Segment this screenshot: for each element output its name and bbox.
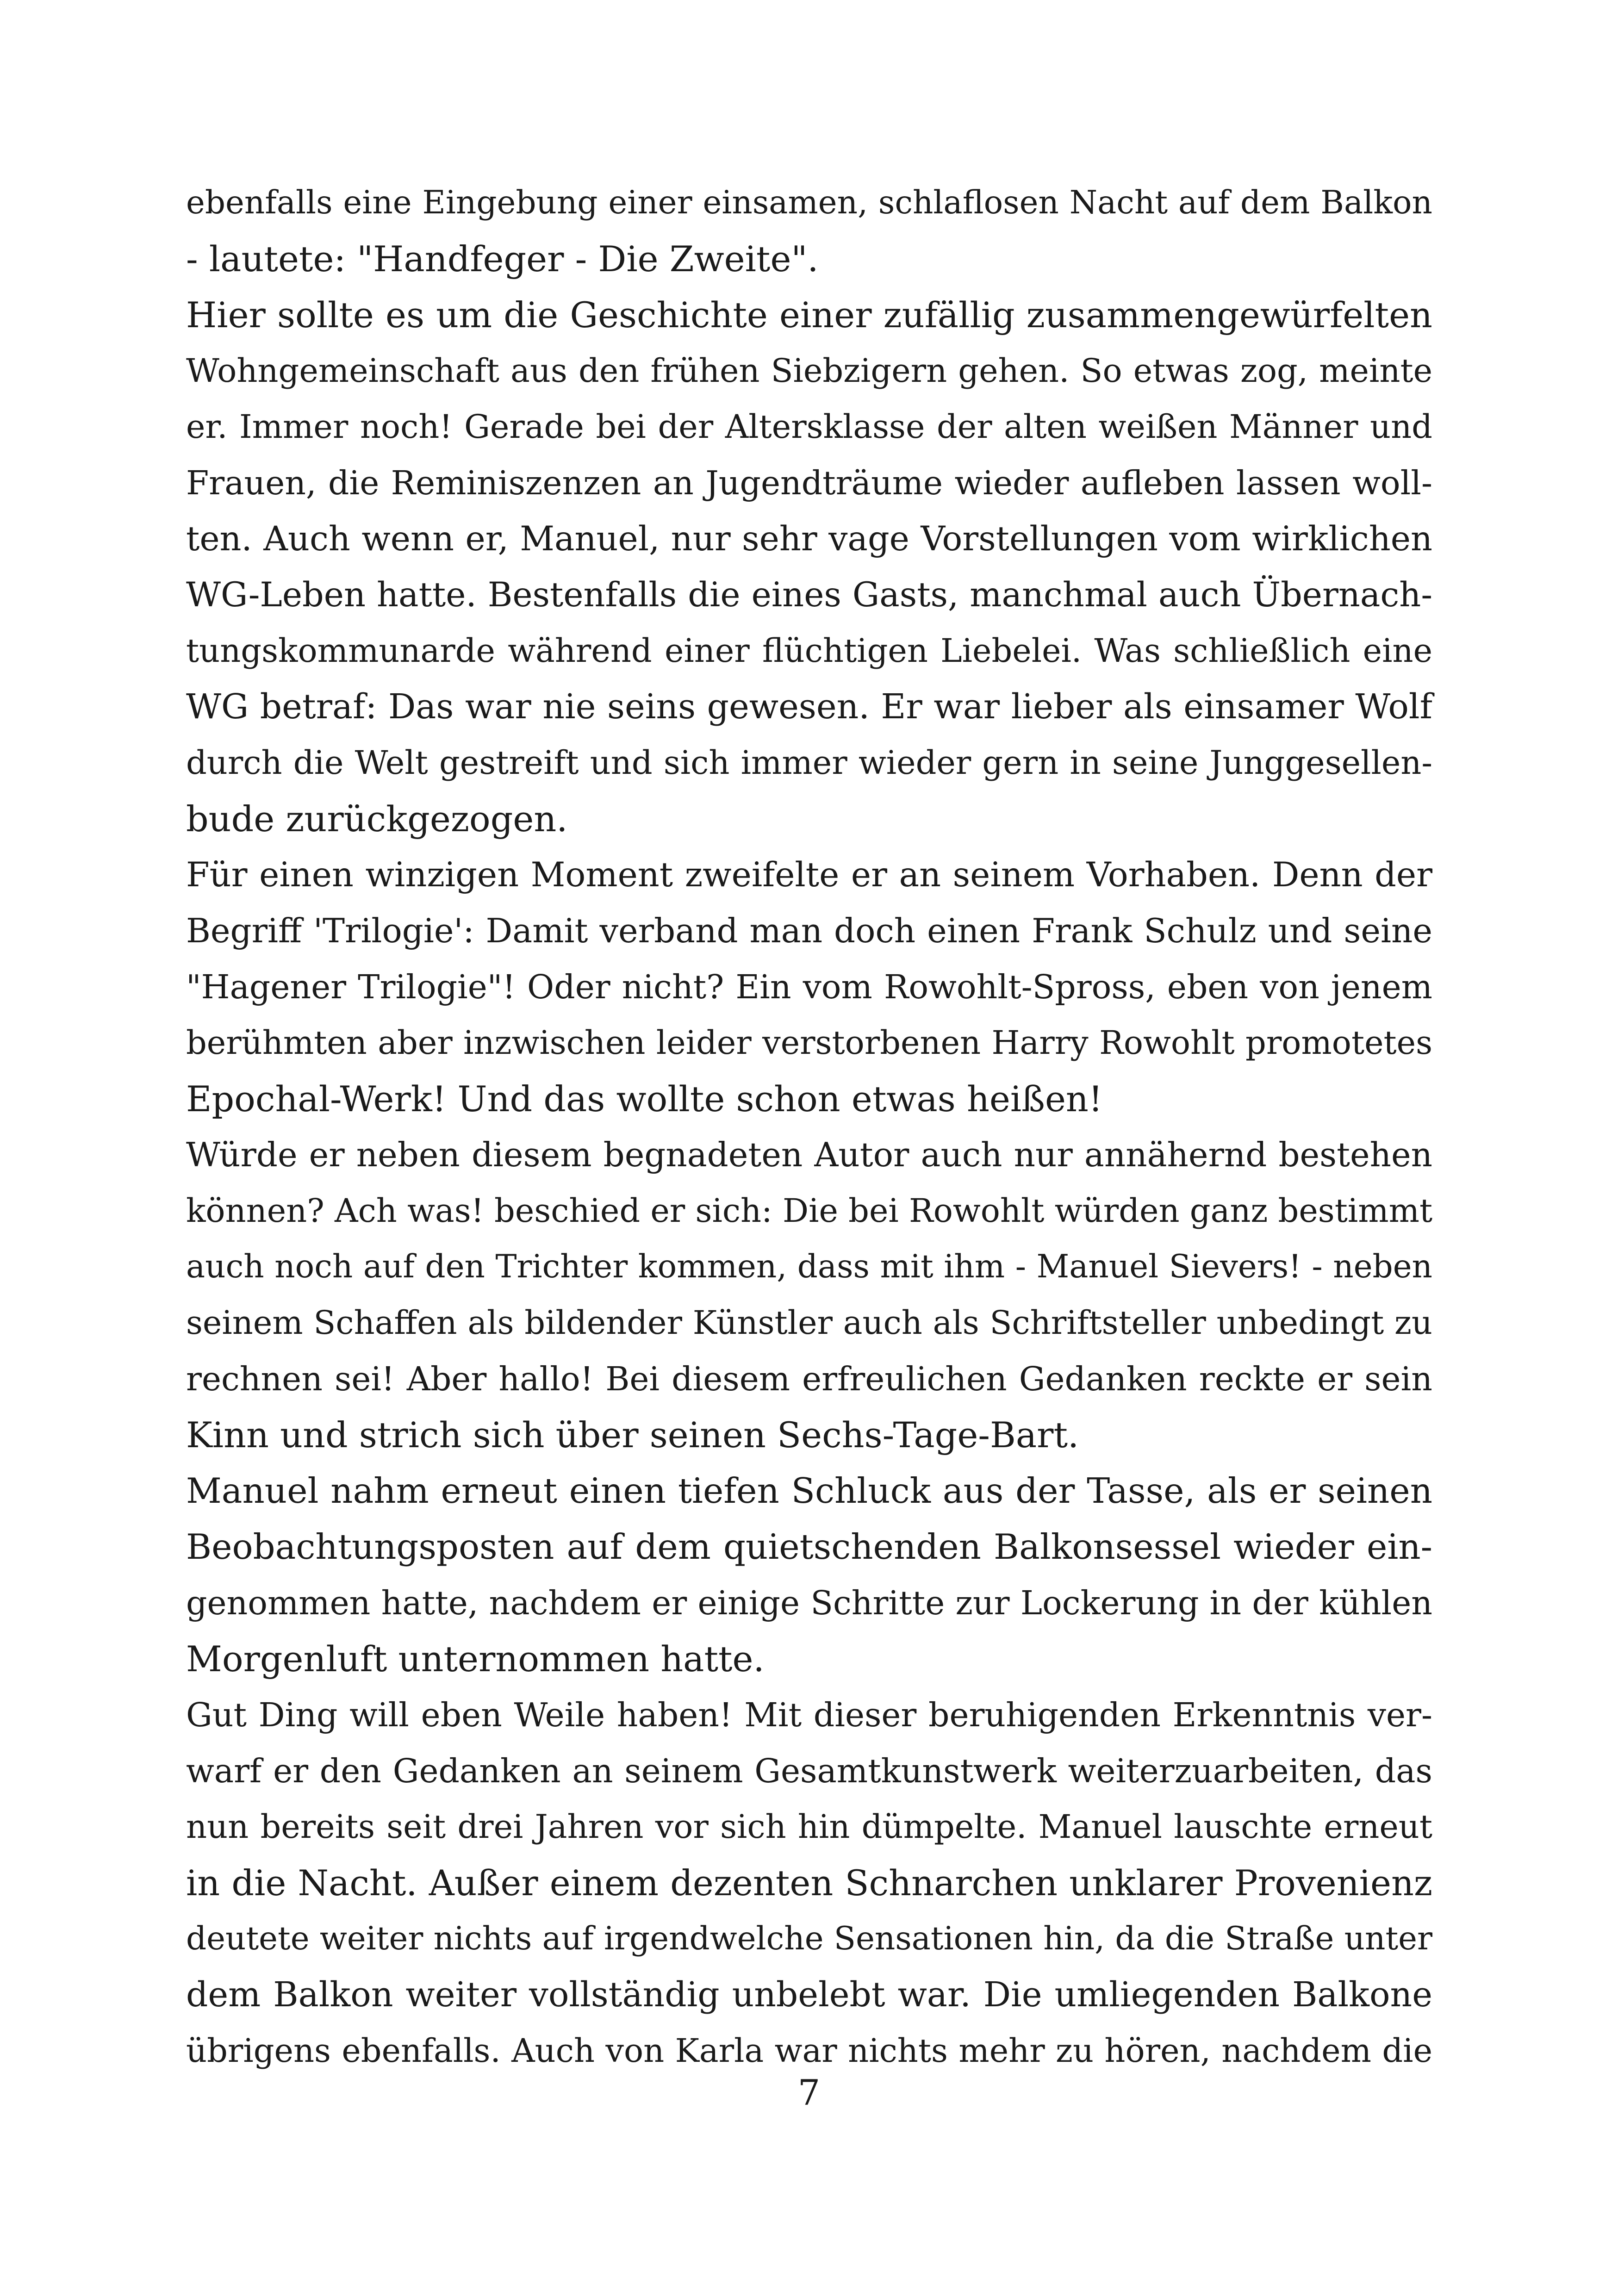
text-line: Wohngemeinschaft aus den frühen Siebzigern gehen. So etwas zog, meinte: [186, 352, 1432, 390]
paragraph: [186, 175, 1432, 287]
text-line: Kinn und strich sich über seinen Sechs-Tage-Bart.: [186, 1414, 1079, 1456]
text-line: Hier sollte es um die Geschichte einer zufällig zusammengewürfelten: [186, 294, 1432, 336]
text-line: Für einen winzigen Moment zweifelte er an seinem Vorhaben. Denn der: [186, 855, 1432, 895]
text-line: "Hagener Trilogie"! Oder nicht? Ein vom Rowohlt-Spross, eben von jenem: [186, 968, 1432, 1006]
text-line: durch die Welt gestreift und sich immer wieder gern in seine Junggesellen-: [186, 744, 1432, 782]
text-line: - lautete: "Handfeger - Die Zweite".: [186, 238, 819, 280]
text-line: rechnen sei! Aber hallo! Bei diesem erfreulichen Gedanken reckte er sein: [186, 1360, 1432, 1398]
text-line: übrigens ebenfalls. Auch von Karla war nichts mehr zu hören, nachdem die: [186, 2032, 1432, 2070]
paragraph: [186, 1687, 1432, 2079]
text-line: Begriff 'Trilogie': Damit verband man doch einen Frank Schulz und seine: [186, 911, 1432, 950]
paragraph: [186, 1127, 1432, 1463]
paragraph: [186, 1463, 1432, 1687]
text-line: Würde er neben diesem begnadeten Autor auch nur annähernd bestehen: [186, 1135, 1432, 1174]
text-line: Morgenluft unternommen hatte.: [186, 1638, 765, 1680]
text-line: Beobachtungsposten auf dem quietschenden Balkonsessel wieder ein-: [186, 1526, 1432, 1567]
paragraph: [186, 287, 1432, 847]
text-line: WG-Leben hatte. Bestenfalls die eines Gasts, manchmal auch Übernach-: [186, 575, 1432, 615]
text-line: warf er den Gedanken an seinem Gesamtkunstwerk weiterzuarbeiten, das: [186, 1752, 1432, 1790]
text-line: genommen hatte, nachdem er einige Schritte zur Lockerung in der kühlen: [186, 1584, 1432, 1622]
text-line: Manuel nahm erneut einen tiefen Schluck aus der Tasse, als er seinen: [186, 1470, 1432, 1511]
page-number: 7: [797, 2072, 821, 2113]
text-line: seinem Schaffen als bildender Künstler auch als Schriftsteller unbedingt zu: [186, 1304, 1432, 1342]
text-line: Gut Ding will eben Weile haben! Mit dieser beruhigenden Erkenntnis ver-: [186, 1696, 1432, 1734]
paragraph: [186, 847, 1432, 1127]
text-line: können? Ach was! beschied er sich: Die bei Rowohlt würden ganz bestimmt: [186, 1192, 1433, 1230]
text-line: ten. Auch wenn er, Manuel, nur sehr vage Vorstellungen vom wirklichen: [186, 519, 1432, 559]
text-line: tungskommunarde während einer flüchtigen Liebelei. Was schließlich eine: [186, 632, 1432, 670]
text-line: dem Balkon weiter vollständig unbelebt war. Die umliegenden Balkone: [186, 1975, 1432, 2015]
text-line: ebenfalls eine Eingebung einer einsamen, schlaflosen Nacht auf dem Balkon: [186, 184, 1432, 221]
text-line: er. Immer noch! Gerade bei der Altersklasse der alten weißen Männer und: [186, 408, 1432, 446]
text-line: deutete weiter nichts auf irgendwelche Sensationen hin, da die Straße unter: [186, 1920, 1432, 1957]
text-line: WG betraf: Das war nie seins gewesen. Er war lieber als einsamer Wolf: [186, 687, 1432, 727]
text-line: bude zurückgezogen.: [186, 798, 568, 840]
text-line: Frauen, die Reminiszenzen an Jugendträume wieder aufleben lassen woll-: [186, 464, 1432, 502]
text-line: auch noch auf den Trichter kommen, dass mit ihm - Manuel Sievers! - neben: [186, 1248, 1432, 1285]
text-line: in die Nacht. Außer einem dezenten Schnarchen unklarer Provenienz: [186, 1862, 1432, 1904]
text-line: berühmten aber inzwischen leider verstorbenen Harry Rowohlt promotetes: [186, 1024, 1432, 1062]
text-line: nun bereits seit drei Jahren vor sich hin dümpelte. Manuel lauschte erneut: [186, 1808, 1432, 1846]
page-body-text: [186, 175, 1432, 2079]
text-line: Epochal-Werk! Und das wollte schon etwas heißen!: [186, 1078, 1103, 1120]
